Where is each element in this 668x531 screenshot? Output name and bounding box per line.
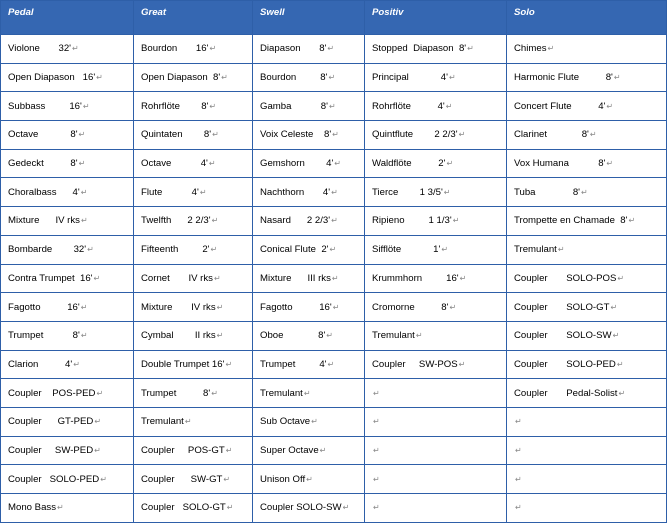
stop-cell-great [134,63,253,92]
stop-cell-swell [253,293,365,322]
paragraph-mark-icon: ↵ [589,130,597,140]
table-body [1,35,667,523]
paragraph-mark-icon: ↵ [78,130,86,140]
table-row [1,407,667,436]
stop-cell-solo [507,149,667,178]
stop-cell-solo [507,178,667,207]
paragraph-mark-icon: ↵ [80,187,88,197]
table-row [1,149,667,178]
paragraph-mark-icon: ↵ [448,73,456,83]
stop-cell-great [134,35,253,64]
table-row [1,350,667,379]
paragraph-mark-icon: ↵ [515,445,522,455]
paragraph-mark-icon: ↵ [449,302,457,312]
paragraph-mark-icon: ↵ [617,273,625,283]
table-row [1,178,667,207]
stop-name: Concert Flute 4' [514,100,606,112]
stop-name: Octave 4' [141,158,208,170]
paragraph-mark-icon: ↵ [326,331,333,341]
stop-name: Nasard 2 2/3' [260,215,331,227]
paragraph-mark-icon: ↵ [612,331,620,341]
paragraph-mark-icon: ↵ [208,159,216,169]
paragraph-mark-icon: ↵ [306,474,313,484]
paragraph-mark-icon: ↵ [467,44,474,54]
stop-name: Tremulant [372,330,415,342]
paragraph-mark-icon: ↵ [459,273,467,283]
paragraph-mark-icon: ↵ [373,445,380,455]
stop-name: Nachthorn 4' [260,186,331,198]
paragraph-mark-icon: ↵ [415,331,423,341]
paragraph-mark-icon: ↵ [78,159,86,169]
stop-name: Bourdon 8' [260,72,328,84]
paragraph-mark-icon: ↵ [94,417,102,427]
table-row [1,92,667,121]
paragraph-mark-icon: ↵ [96,73,103,83]
paragraph-mark-icon: ↵ [80,331,88,341]
stop-name: Chimes [514,43,547,55]
paragraph-mark-icon: ↵ [515,503,522,513]
paragraph-mark-icon: ↵ [581,187,588,197]
stop-cell-swell [253,379,365,408]
stop-cell-solo [507,35,667,64]
paragraph-mark-icon: ↵ [342,503,350,513]
stop-name: Coupler SOLO-GT [141,502,226,514]
stop-cell-pedal [1,35,134,64]
stop-name: Voix Celeste 8' [260,129,332,141]
stop-name: Diapason 8' [260,43,327,55]
stop-name: Stopped Diapason 8' [372,43,467,55]
stop-cell-solo [507,207,667,236]
stop-cell-swell [253,149,365,178]
stop-cell-positiv [365,63,507,92]
stop-name: Tierce 1 3/5' [372,186,443,198]
stop-name: Mixture III rks [260,272,331,284]
header-row [1,1,667,35]
stop-cell-great [134,465,253,494]
stop-cell-solo [507,92,667,121]
stop-name: Trumpet 8' [8,330,80,342]
stop-cell-great [134,92,253,121]
stop-name: Gamba 8' [260,100,328,112]
stop-name: Unison Off [260,473,306,485]
stop-cell-swell [253,35,365,64]
paragraph-mark-icon: ↵ [515,417,522,427]
stop-name: Krummhorn 16' [372,272,459,284]
stop-name: Bombarde 32' [8,244,87,256]
stop-cell-positiv [365,235,507,264]
paragraph-mark-icon: ↵ [515,474,522,484]
stop-name: Coupler SOLO-SW [260,502,342,514]
table-header [1,1,667,35]
stop-cell-pedal [1,178,134,207]
stop-name: Coupler SW-POS [372,358,458,370]
stop-cell-pedal [1,92,134,121]
stop-name: Oboe 8' [260,330,326,342]
stop-cell-pedal [1,207,134,236]
stop-name: Trumpet 8' [141,387,211,399]
stop-name: Tremulant [260,387,303,399]
stop-cell-solo [507,293,667,322]
stop-cell-positiv [365,494,507,523]
paragraph-mark-icon: ↵ [445,101,453,111]
stop-cell-positiv [365,407,507,436]
stop-cell-great [134,407,253,436]
paragraph-mark-icon: ↵ [334,159,341,169]
stop-cell-pedal [1,350,134,379]
paragraph-mark-icon: ↵ [458,359,466,369]
paragraph-mark-icon: ↵ [100,474,107,484]
column-header-swell: Swell [253,1,365,35]
stop-cell-solo [507,235,667,264]
stop-cell-swell [253,407,365,436]
column-header-solo: Solo [507,1,667,35]
stop-name: Coupler SOLO-PED [514,358,616,370]
stop-name: Coupler POS-GT [141,444,225,456]
paragraph-mark-icon: ↵ [329,245,337,255]
stop-cell-great [134,436,253,465]
stop-name: Cornet IV rks [141,272,213,284]
paragraph-mark-icon: ↵ [225,359,233,369]
stop-cell-solo [507,264,667,293]
stop-name: Double Trumpet 16' [141,358,225,370]
stop-cell-pedal [1,494,134,523]
table-row [1,63,667,92]
paragraph-mark-icon: ↵ [73,359,80,369]
paragraph-mark-icon: ↵ [223,474,231,484]
stop-cell-solo [507,63,667,92]
paragraph-mark-icon: ↵ [93,273,101,283]
paragraph-mark-icon: ↵ [311,417,318,427]
stop-name: Bourdon 16' [141,43,209,55]
paragraph-mark-icon: ↵ [328,73,336,83]
stop-name: Mixture IV rks [141,301,216,313]
stop-name: Coupler SOLO-GT [514,301,610,313]
column-header-positiv: Positiv [365,1,507,35]
stop-name: Trompette en Chamade 8' [514,215,628,227]
stop-name: Octave 8' [8,129,78,141]
stop-cell-pedal [1,321,134,350]
paragraph-mark-icon: ↵ [221,73,228,83]
paragraph-mark-icon: ↵ [606,101,614,111]
paragraph-mark-icon: ↵ [72,44,79,54]
paragraph-mark-icon: ↵ [618,388,626,398]
paragraph-mark-icon: ↵ [212,130,219,140]
stop-name: Fagotto 16' [8,301,80,313]
paragraph-mark-icon: ↵ [80,302,88,312]
paragraph-mark-icon: ↵ [96,388,104,398]
stop-name: Waldflöte 2' [372,158,446,170]
stop-name: Choralbass 4' [8,186,80,198]
stop-cell-solo [507,407,667,436]
stop-cell-pedal [1,293,134,322]
stop-cell-positiv [365,121,507,150]
paragraph-mark-icon: ↵ [82,101,90,111]
table-row [1,121,667,150]
stop-cell-great [134,264,253,293]
stop-cell-great [134,235,253,264]
stop-name: Mono Bass [8,502,56,514]
paragraph-mark-icon: ↵ [327,44,335,54]
stop-name: Quintflute 2 2/3' [372,129,458,141]
stop-name: Gedeckt 8' [8,158,78,170]
paragraph-mark-icon: ↵ [303,388,311,398]
stop-cell-swell [253,465,365,494]
paragraph-mark-icon: ↵ [441,245,449,255]
stop-name: Tremulant [514,244,557,256]
stop-cell-solo [507,350,667,379]
stop-cell-positiv [365,35,507,64]
stop-cell-swell [253,494,365,523]
stop-name: Coupler GT-PED [8,416,94,428]
stop-cell-swell [253,321,365,350]
paragraph-mark-icon: ↵ [225,445,233,455]
stop-name: Open Diapason 16' [8,72,96,84]
stop-cell-great [134,149,253,178]
stop-cell-positiv [365,264,507,293]
stop-cell-swell [253,235,365,264]
stop-name: Fagotto 16' [260,301,332,313]
stop-name: Coupler POS-PED [8,387,96,399]
stop-name: Coupler SW-PED [8,444,94,456]
stop-cell-positiv [365,293,507,322]
paragraph-mark-icon: ↵ [226,503,234,513]
stop-cell-swell [253,207,365,236]
table-row [1,293,667,322]
paragraph-mark-icon: ↵ [211,216,219,226]
stop-cell-positiv [365,92,507,121]
stop-name: Coupler Pedal-Solist [514,387,618,399]
paragraph-mark-icon: ↵ [547,44,555,54]
paragraph-mark-icon: ↵ [216,331,224,341]
paragraph-mark-icon: ↵ [184,417,192,427]
table-row [1,379,667,408]
stop-cell-positiv [365,379,507,408]
paragraph-mark-icon: ↵ [610,302,618,312]
stop-cell-solo [507,494,667,523]
table-row [1,35,667,64]
stop-name: Rohrflöte 8' [141,100,209,112]
stop-name: Harmonic Flute 8' [514,72,613,84]
stop-cell-swell [253,350,365,379]
stop-name: Flute 4' [141,186,199,198]
stop-cell-positiv [365,149,507,178]
stop-cell-positiv [365,207,507,236]
paragraph-mark-icon: ↵ [209,101,217,111]
paragraph-mark-icon: ↵ [327,359,335,369]
stop-name: Contra Trumpet 16' [8,272,93,284]
stop-cell-great [134,178,253,207]
stop-cell-swell [253,121,365,150]
paragraph-mark-icon: ↵ [87,245,94,255]
paragraph-mark-icon: ↵ [216,302,224,312]
stop-name: Super Octave [260,444,319,456]
stop-cell-pedal [1,436,134,465]
stop-name: Ripieno 1 1/3' [372,215,452,227]
stop-cell-solo [507,465,667,494]
stop-name: Coupler SW-GT [141,473,223,485]
stop-cell-solo [507,121,667,150]
paragraph-mark-icon: ↵ [373,417,380,427]
stop-name: Vox Humana 8' [514,158,606,170]
stop-cell-great [134,379,253,408]
stop-cell-pedal [1,149,134,178]
stop-cell-swell [253,92,365,121]
stop-name: Gemshorn 4' [260,158,334,170]
paragraph-mark-icon: ↵ [94,445,101,455]
paragraph-mark-icon: ↵ [613,73,621,83]
table-row [1,321,667,350]
stop-cell-positiv [365,350,507,379]
stop-cell-great [134,321,253,350]
stop-cell-swell [253,63,365,92]
table-row [1,494,667,523]
stop-cell-pedal [1,121,134,150]
column-header-great: Great [134,1,253,35]
table-row [1,207,667,236]
stop-name: Cromorne 8' [372,301,449,313]
stop-cell-positiv [365,465,507,494]
paragraph-mark-icon: ↵ [446,159,454,169]
stop-cell-pedal [1,407,134,436]
paragraph-mark-icon: ↵ [332,302,340,312]
paragraph-mark-icon: ↵ [199,187,207,197]
stop-name: Conical Flute 2' [260,244,329,256]
stop-cell-great [134,494,253,523]
paragraph-mark-icon: ↵ [211,388,218,398]
stop-cell-positiv [365,178,507,207]
paragraph-mark-icon: ↵ [209,44,217,54]
stop-name: Principal 4' [372,72,448,84]
paragraph-mark-icon: ↵ [57,503,64,513]
stop-cell-great [134,350,253,379]
paragraph-mark-icon: ↵ [331,216,338,226]
stop-name: Open Diapason 8' [141,72,221,84]
stop-cell-pedal [1,264,134,293]
stop-name: Trumpet 4' [260,358,327,370]
stop-cell-great [134,293,253,322]
stop-name: Quintaten 8' [141,129,212,141]
stop-cell-pedal [1,235,134,264]
table-row [1,436,667,465]
stop-name: Clarinet 8' [514,129,589,141]
paragraph-mark-icon: ↵ [213,273,221,283]
stop-cell-positiv [365,321,507,350]
paragraph-mark-icon: ↵ [628,216,636,226]
stop-name: Clarion 4' [8,358,73,370]
paragraph-mark-icon: ↵ [606,159,614,169]
paragraph-mark-icon: ↵ [331,273,339,283]
stop-cell-swell [253,436,365,465]
stop-name: Rohrflöte 4' [372,100,445,112]
stop-name: Cymbal II rks [141,330,216,342]
paragraph-mark-icon: ↵ [373,503,380,513]
stop-name: Coupler SOLO-POS [514,272,617,284]
table-row [1,235,667,264]
stop-name: Violone 32' [8,43,71,55]
stop-name: Sub Octave [260,416,311,428]
paragraph-mark-icon: ↵ [319,445,327,455]
paragraph-mark-icon: ↵ [331,187,338,197]
stop-name: Subbass 16' [8,100,82,112]
stop-cell-swell [253,264,365,293]
stop-cell-great [134,121,253,150]
paragraph-mark-icon: ↵ [328,101,336,111]
stop-cell-swell [253,178,365,207]
paragraph-mark-icon: ↵ [332,130,339,140]
paragraph-mark-icon: ↵ [373,474,380,484]
paragraph-mark-icon: ↵ [452,216,460,226]
stop-name: Sifflöte 1' [372,244,441,256]
table-row [1,465,667,494]
stop-name: Fifteenth 2' [141,244,210,256]
paragraph-mark-icon: ↵ [557,245,565,255]
stop-name: Coupler SOLO-PED [8,473,100,485]
paragraph-mark-icon: ↵ [616,359,624,369]
stop-cell-great [134,207,253,236]
stop-cell-pedal [1,465,134,494]
stop-name: Tuba 8' [514,186,580,198]
paragraph-mark-icon: ↵ [373,388,380,398]
paragraph-mark-icon: ↵ [443,187,451,197]
stop-cell-solo [507,436,667,465]
stop-name: Coupler SOLO-SW [514,330,612,342]
paragraph-mark-icon: ↵ [80,216,88,226]
stop-cell-pedal [1,63,134,92]
stop-cell-solo [507,321,667,350]
stop-name: Tremulant [141,416,184,428]
stop-cell-positiv [365,436,507,465]
stop-cell-pedal [1,379,134,408]
stop-name: Mixture IV rks [8,215,80,227]
column-header-pedal: Pedal [1,1,134,35]
table-row [1,264,667,293]
stop-name: Twelfth 2 2/3' [141,215,211,227]
paragraph-mark-icon: ↵ [210,245,218,255]
paragraph-mark-icon: ↵ [458,130,466,140]
stop-cell-solo [507,379,667,408]
